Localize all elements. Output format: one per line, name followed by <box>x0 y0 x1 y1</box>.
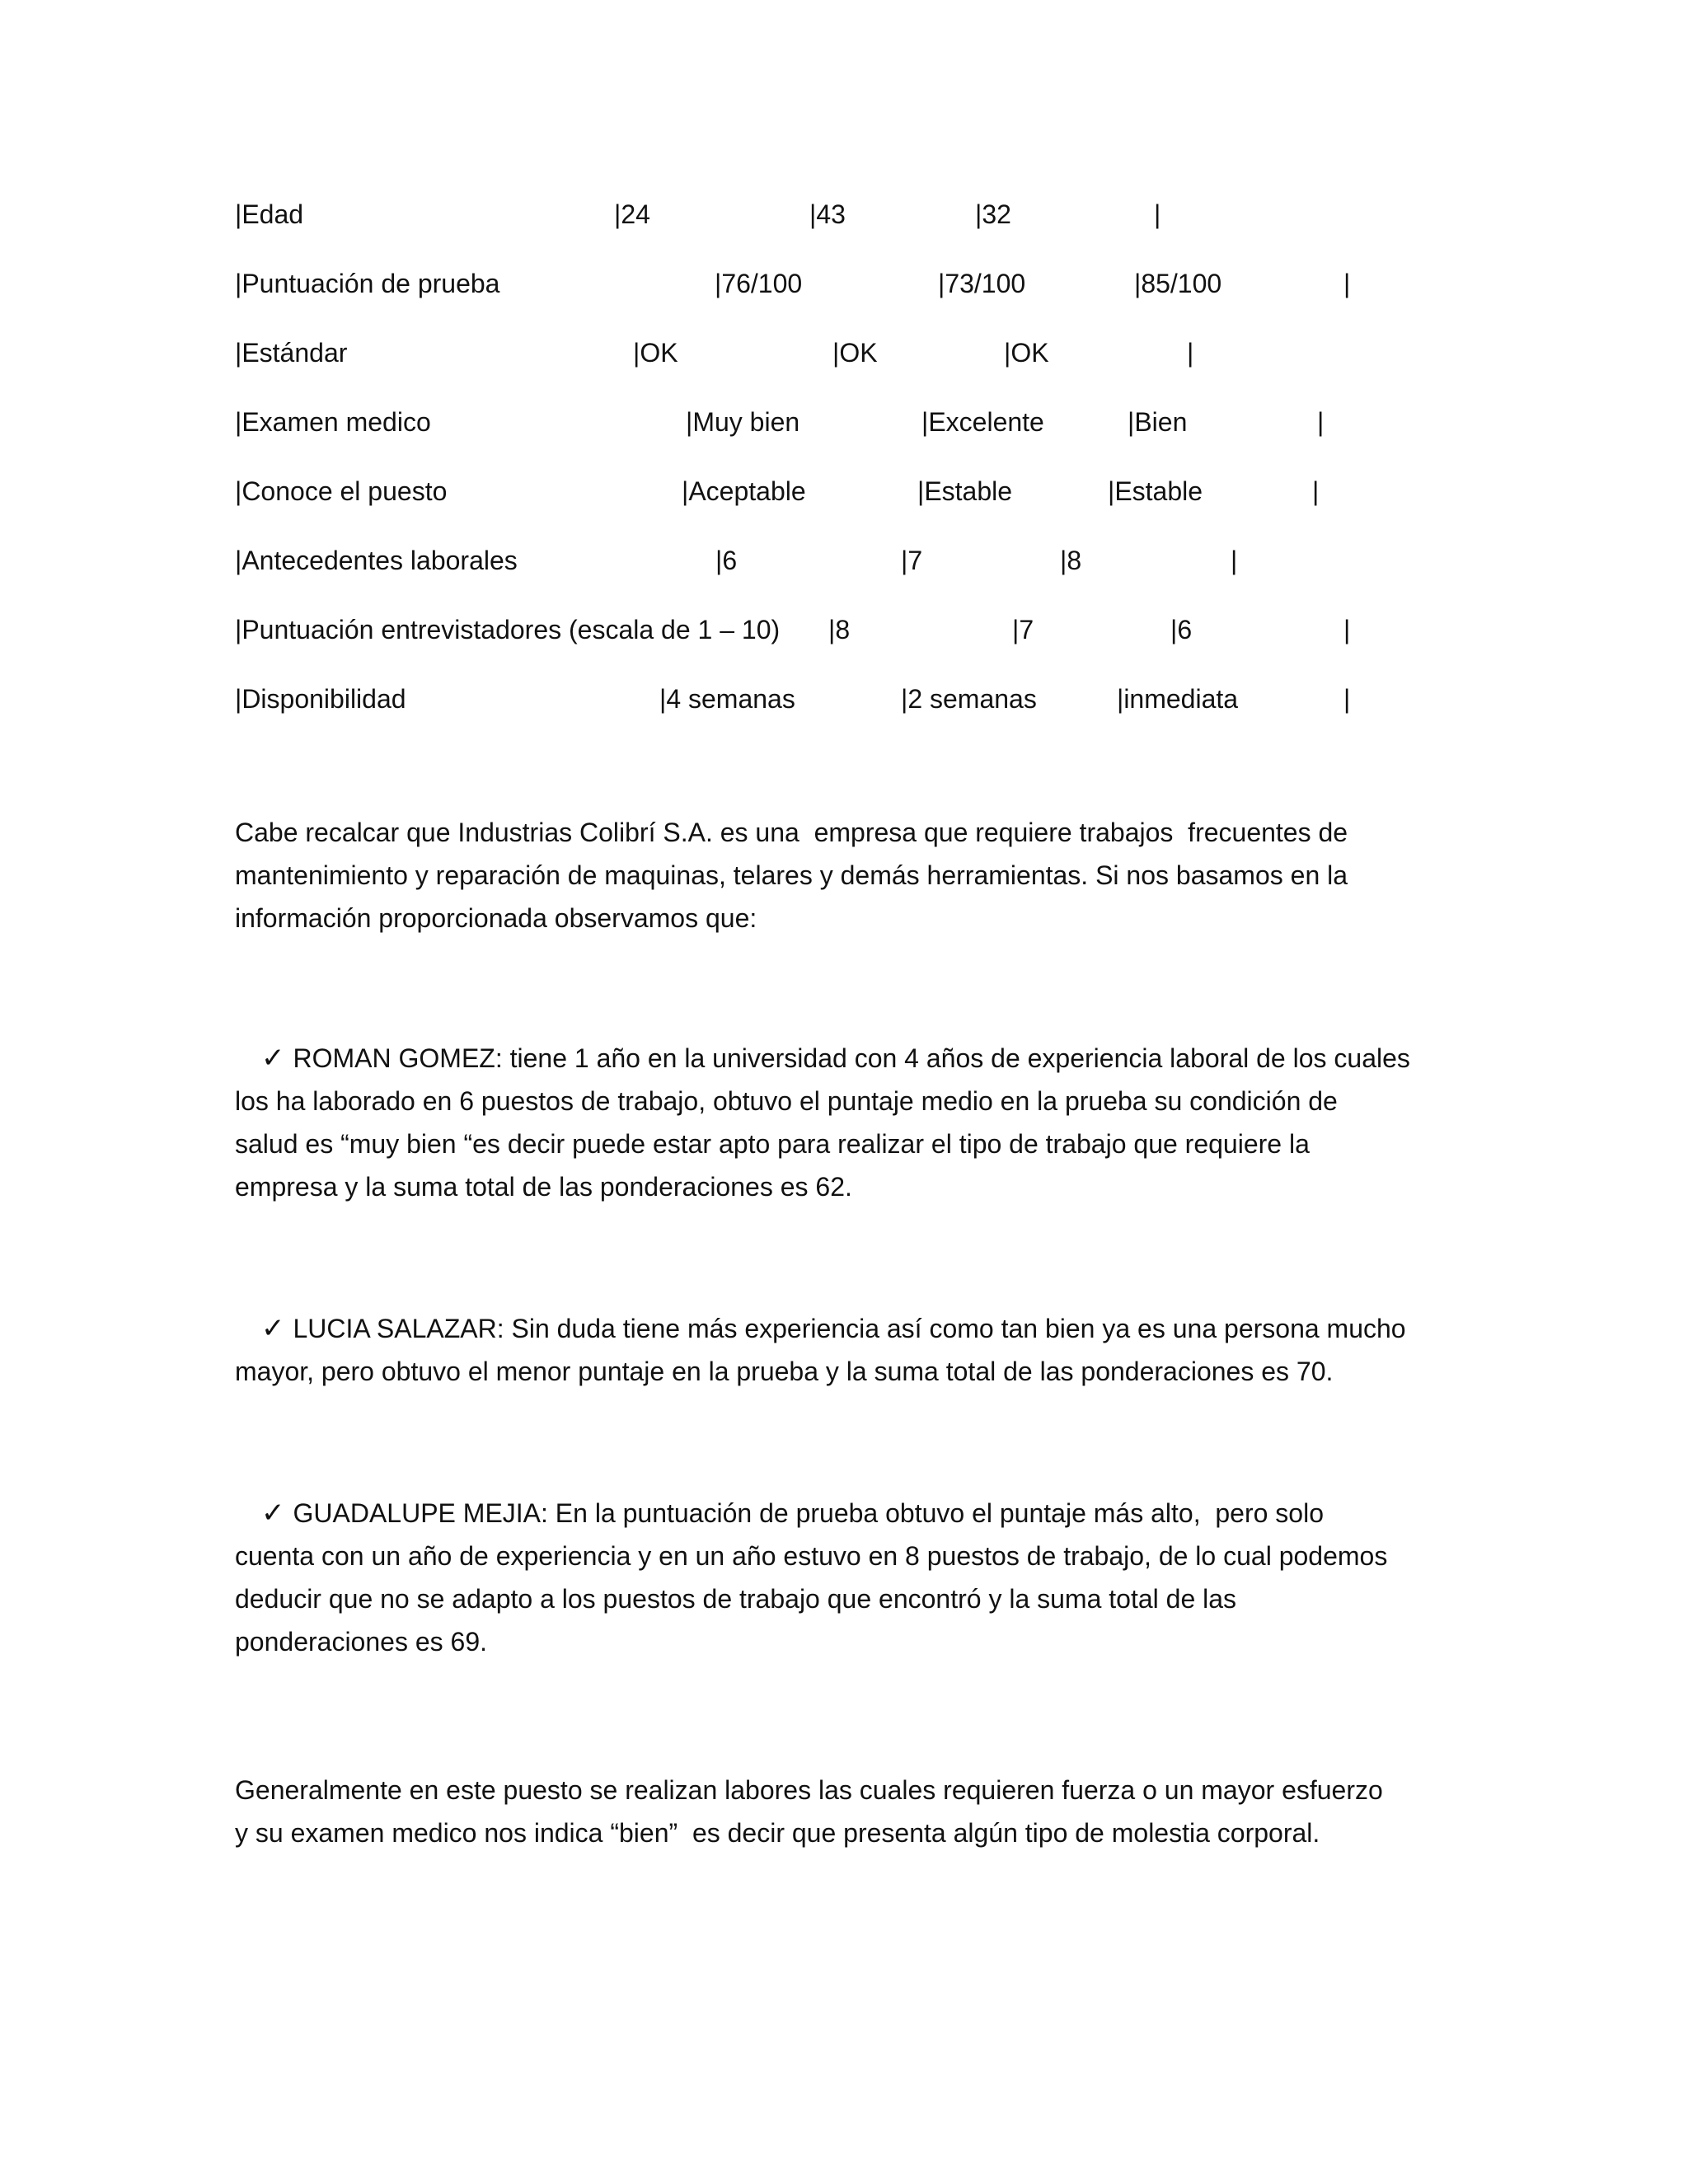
text-line: cuenta con un año de experiencia y en un año estuvo en 8 puestos de trabajo, de lo cual podemos <box>235 1541 1388 1571</box>
table-row-examen-medico <box>0 405 1688 438</box>
bullet-lucia-salazar <box>235 1307 1471 1393</box>
text-line: ROMAN GOMEZ: tiene 1 año en la universidad con 4 años de experiencia laboral de los cuales <box>293 1043 1410 1073</box>
cell-candidate-3: |inmediata <box>1117 684 1239 714</box>
row-end: | <box>1343 684 1351 714</box>
text-line: Generalmente en este puesto se realizan labores las cuales requieren fuerza o un mayor esfuerzo <box>235 1775 1383 1805</box>
cell-candidate-3: |85/100 <box>1134 269 1222 298</box>
cell-candidate-1: |24 <box>614 199 650 229</box>
row-label: |Estándar <box>235 338 348 368</box>
row-label: |Disponibilidad <box>235 684 406 714</box>
text-line: mayor, pero obtuvo el menor puntaje en la prueba y la suma total de las ponderaciones es 70. <box>235 1357 1334 1386</box>
row-label: |Edad <box>235 199 304 229</box>
text-line: Cabe recalcar que Industrias Colibrí S.A. es una empresa que requiere trabajos frecuentes de <box>235 818 1348 847</box>
cell-candidate-2: |OK <box>832 338 878 368</box>
text-line: y su examen medico nos indica “bien” es decir que presenta algún tipo de molestia corporal. <box>235 1818 1320 1848</box>
cell-candidate-2: |7 <box>1012 615 1034 644</box>
row-end: | <box>1317 407 1325 437</box>
cell-candidate-2: |2 semanas <box>901 684 1037 714</box>
cell-candidate-2: |Excelente <box>921 407 1044 437</box>
cell-candidate-2: |7 <box>901 546 923 575</box>
text-line: ponderaciones es 69. <box>235 1627 487 1657</box>
row-label: |Examen medico <box>235 407 431 437</box>
table-row-conoce-puesto <box>0 475 1688 508</box>
checkmark-icon: ✓ <box>261 1312 285 1345</box>
checkmark-icon: ✓ <box>261 1497 285 1530</box>
cell-candidate-2: |Estable <box>917 476 1013 506</box>
row-label: |Antecedentes laborales <box>235 546 518 575</box>
text-line: información proporcionada observamos que: <box>235 903 757 933</box>
cell-candidate-3: |6 <box>1170 615 1193 644</box>
cell-candidate-1: |4 semanas <box>659 684 795 714</box>
text-line: mantenimiento y reparación de maquinas, telares y demás herramientas. Si nos basamos en la <box>235 860 1348 890</box>
cell-candidate-1: |Muy bien <box>686 407 800 437</box>
row-label: |Conoce el puesto <box>235 476 448 506</box>
row-end: | <box>1343 269 1351 298</box>
conclusion-paragraph <box>235 1769 1471 1854</box>
row-label: |Puntuación entrevistadores (escala de 1 – 10) <box>235 615 781 644</box>
table-row-edad <box>0 198 1688 231</box>
text-line: LUCIA SALAZAR: Sin duda tiene más experiencia así como tan bien ya es una persona mucho <box>293 1314 1406 1343</box>
table-row-entrevistadores <box>0 613 1688 646</box>
bullet-guadalupe-mejia <box>235 1492 1471 1663</box>
bullet-roman-gomez <box>235 1037 1471 1208</box>
row-label: |Puntuación de prueba <box>235 269 500 298</box>
cell-candidate-3: |32 <box>975 199 1011 229</box>
row-end: | <box>1154 199 1161 229</box>
table-row-estandar <box>0 336 1688 369</box>
text-line: los ha laborado en 6 puestos de trabajo, obtuvo el puntaje medio en la prueba su condición de <box>235 1086 1338 1116</box>
cell-candidate-2: |43 <box>809 199 846 229</box>
checkmark-icon: ✓ <box>261 1042 285 1075</box>
cell-candidate-1: |6 <box>715 546 738 575</box>
cell-candidate-1: |OK <box>633 338 678 368</box>
intro-paragraph <box>235 811 1471 940</box>
row-end: | <box>1231 546 1238 575</box>
row-end: | <box>1343 615 1351 644</box>
cell-candidate-3: |Bien <box>1128 407 1188 437</box>
cell-candidate-1: |76/100 <box>715 269 803 298</box>
text-line: salud es “muy bien “es decir puede estar apto para realizar el tipo de trabajo que requiere la <box>235 1129 1310 1159</box>
cell-candidate-3: |8 <box>1060 546 1082 575</box>
cell-candidate-3: |OK <box>1004 338 1049 368</box>
table-row-disponibilidad <box>0 682 1688 715</box>
cell-candidate-3: |Estable <box>1108 476 1203 506</box>
cell-candidate-2: |73/100 <box>938 269 1026 298</box>
cell-candidate-1: |Aceptable <box>682 476 806 506</box>
cell-candidate-1: |8 <box>828 615 851 644</box>
table-row-antecedentes <box>0 544 1688 577</box>
text-line: GUADALUPE MEJIA: En la puntuación de prueba obtuvo el puntaje más alto, pero solo <box>293 1498 1324 1528</box>
table-row-puntuacion-prueba <box>0 267 1688 300</box>
row-end: | <box>1187 338 1194 368</box>
text-line: deducir que no se adapto a los puestos de trabajo que encontró y la suma total de las <box>235 1584 1237 1614</box>
row-end: | <box>1312 476 1320 506</box>
text-line: empresa y la suma total de las ponderaciones es 62. <box>235 1172 852 1202</box>
